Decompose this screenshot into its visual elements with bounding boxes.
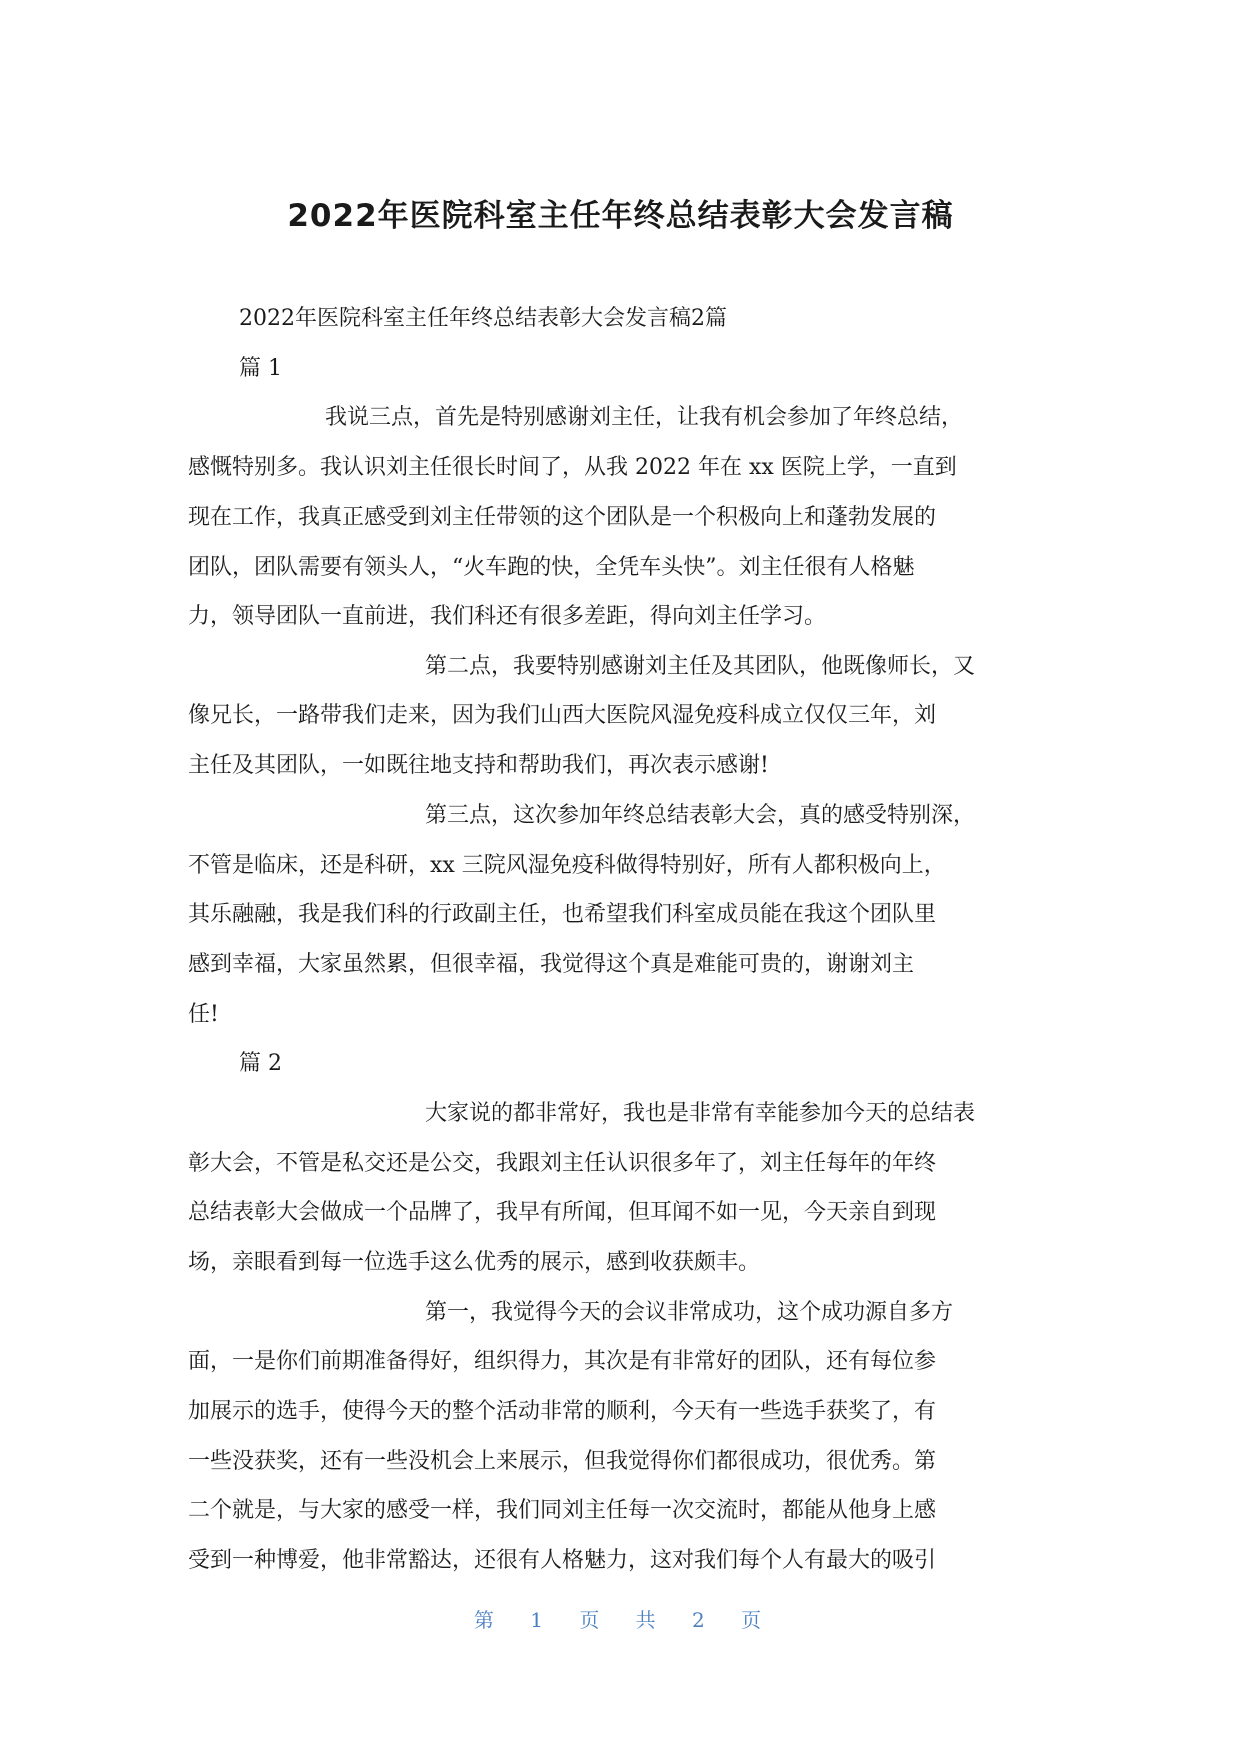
paragraph-line: 主任及其团队，一如既往地支持和帮助我们，再次表示感谢!: [188, 753, 769, 778]
paragraph-line: 第三点，这次参加年终总结表彰大会，真的感受特别深，: [425, 803, 976, 828]
paragraph-line: 不管是临床，还是科研，xx 三院风湿免疫科做得特别好，所有人都积极向上，: [188, 853, 946, 878]
paragraph-line: 第二点，我要特别感谢刘主任及其团队，他既像师长，又: [425, 654, 976, 679]
paragraph-line: 总结表彰大会做成一个品牌了，我早有所闻，但耳闻不如一见，今天亲自到现: [188, 1200, 937, 1225]
paragraph-line: 二个就是，与大家的感受一样，我们同刘主任每一次交流时，都能从他身上感: [188, 1498, 937, 1523]
page-title: 2022年医院科室主任年终总结表彰大会发言稿: [287, 198, 954, 234]
paragraph-line: 其乐融融，我是我们科的行政副主任，也希望我们科室成员能在我这个团队里: [188, 902, 937, 927]
paragraph-line: 受到一种博爱，他非常豁达，还很有人格魅力，这对我们每个人有最大的吸引: [188, 1548, 937, 1573]
paragraph-line: 场，亲眼看到每一位选手这么优秀的展示，感到收获颇丰。: [188, 1250, 761, 1275]
paragraph-line: 现在工作，我真正感受到刘主任带领的这个团队是一个积极向上和蓬勃发展的: [188, 505, 937, 530]
paragraph-line: 团队，团队需要有领头人，“火车跑的快，全凭车头快”。刘主任很有人格魅: [188, 555, 915, 580]
paragraph-line: 加展示的选手，使得今天的整个活动非常的顺利，今天有一些选手获奖了，有: [188, 1399, 937, 1424]
section-label-2: 篇 2: [239, 1051, 282, 1076]
paragraph-line: 大家说的都非常好，我也是非常有幸能参加今天的总结表: [425, 1101, 976, 1126]
paragraph-line: 一些没获奖，还有一些没机会上来展示，但我觉得你们都很成功，很优秀。第: [188, 1449, 937, 1474]
section-label-1: 篇 1: [239, 356, 282, 381]
page-number-footer: 第 1 页 共 2 页: [473, 1608, 768, 1632]
paragraph-line: 感到幸福，大家虽然累，但很幸福，我觉得这个真是难能可贵的，谢谢刘主: [188, 952, 915, 977]
paragraph-line: 感慨特别多。我认识刘主任很长时间了，从我 2022 年在 xx 医院上学，一直到: [188, 455, 957, 480]
paragraph-line: 彰大会，不管是私交还是公交，我跟刘主任认识很多年了，刘主任每年的年终: [188, 1151, 937, 1176]
paragraph-line: 面，一是你们前期准备得好，组织得力，其次是有非常好的团队，还有每位参: [188, 1349, 937, 1374]
paragraph-line: 力，领导团队一直前进，我们科还有很多差距，得向刘主任学习。: [188, 604, 827, 629]
paragraph-line: 第一，我觉得今天的会议非常成功，这个成功源自多方: [425, 1300, 954, 1325]
paragraph-line: 像兄长，一路带我们走来，因为我们山西大医院风湿免疫科成立仅仅三年，刘: [188, 703, 937, 728]
paragraph-line: 我说三点，首先是特别感谢刘主任，让我有机会参加了年终总结，: [325, 405, 964, 430]
document-subtitle: 2022年医院科室主任年终总结表彰大会发言稿2篇: [239, 306, 727, 331]
paragraph-line: 任!: [188, 1002, 219, 1027]
